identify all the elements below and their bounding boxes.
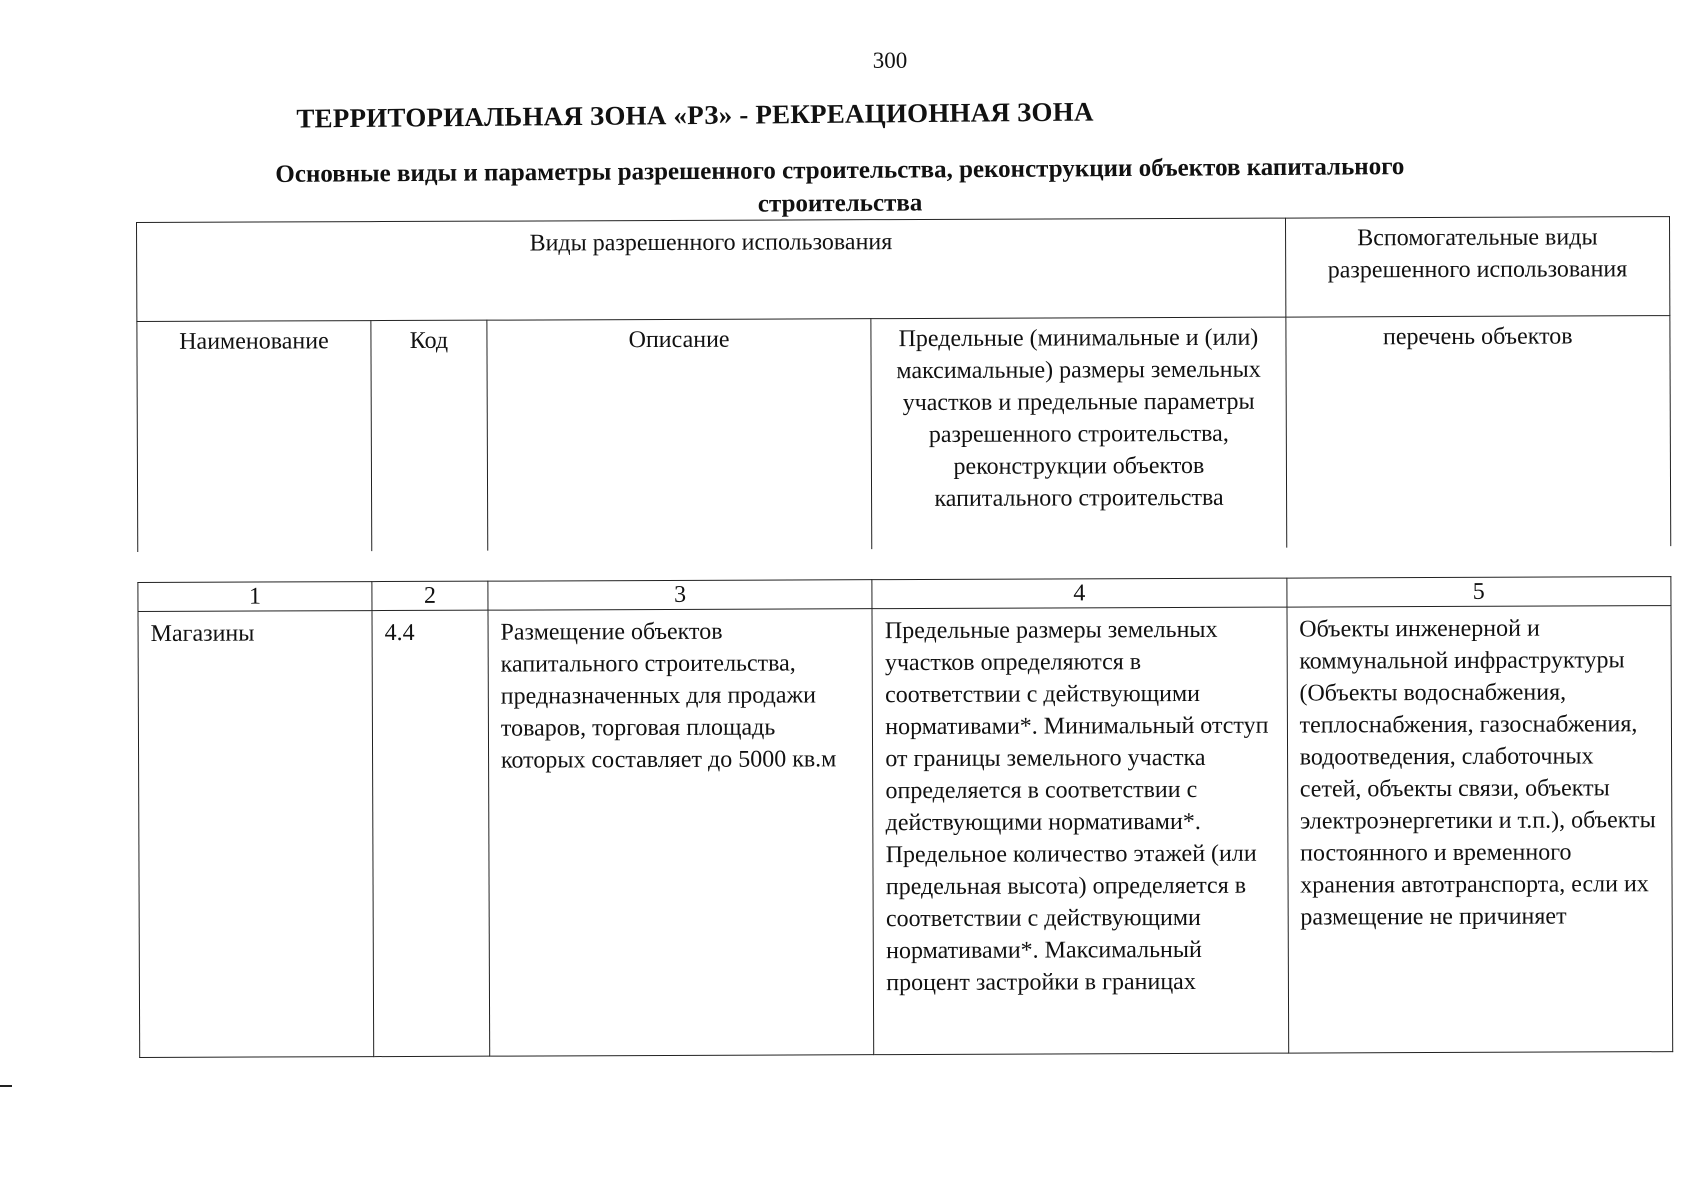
section-title: Основные виды и параметры разрешенного строительства, реконструкции объектов капитального строительства xyxy=(275,153,1405,218)
cell-objects: Объекты инженерной и коммунальной инфраструктуры (Объекты водоснабжения, теплоснабжения, газоснабжения, водоотведения, слаботочных сетей, объекты связи, объекты электроэнергетики и т.п.), объекты постоянного и временного хранения автотранспорта, если их размещение не причиняет xyxy=(1287,606,1673,1053)
column-header-objects: перечень объектов xyxy=(1286,316,1671,548)
column-number: 5 xyxy=(1287,577,1671,607)
zone-title: ТЕРРИТОРИАЛЬНАЯ ЗОНА «РЗ» - РЕКРЕАЦИОННАЯ ЗОНА xyxy=(296,96,1094,134)
cell-parameters: Предельные размеры земельных участков определяются в соответствии с действующими нормативами*. Минимальный отступ от границы земельного участка определяется в соответствии с действующими нормативами*. Предельное количество этажей (или предельная высота) определяется в соответствии с действующими нормативами*. Максимальный процент застройки в границах xyxy=(872,607,1288,1055)
table-header xyxy=(136,216,1671,552)
column-number: 2 xyxy=(372,581,488,610)
group-header-main: Виды разрешенного использования xyxy=(137,218,1286,321)
column-number: 4 xyxy=(872,578,1286,609)
column-header-name: Наименование xyxy=(137,321,372,552)
zoning-table xyxy=(136,216,1673,1058)
column-number: 3 xyxy=(488,580,872,610)
margin-mark xyxy=(0,1085,12,1087)
page-number: 300 xyxy=(872,48,908,73)
column-header-code: Код xyxy=(371,320,488,551)
column-header-parameters: Предельные (минимальные и (или) максимальные) размеры земельных участков и предельные параметры разрешенного строительства, реконструкции объектов капитального строительства xyxy=(871,317,1286,549)
group-header-aux: Вспомогательные виды разрешенного использования xyxy=(1285,217,1670,317)
cell-name: Магазины xyxy=(138,611,374,1058)
cell-code: 4.4 xyxy=(372,610,490,1056)
table-row xyxy=(138,606,1673,1058)
table-body xyxy=(137,576,1673,1058)
column-header-description: Описание xyxy=(487,319,872,551)
cell-description: Размещение объектов капитального строительства, предназначенных для продажи товаров, торговая площадь которых составляет до 5000 кв.м xyxy=(488,609,874,1056)
column-number: 1 xyxy=(138,582,372,612)
